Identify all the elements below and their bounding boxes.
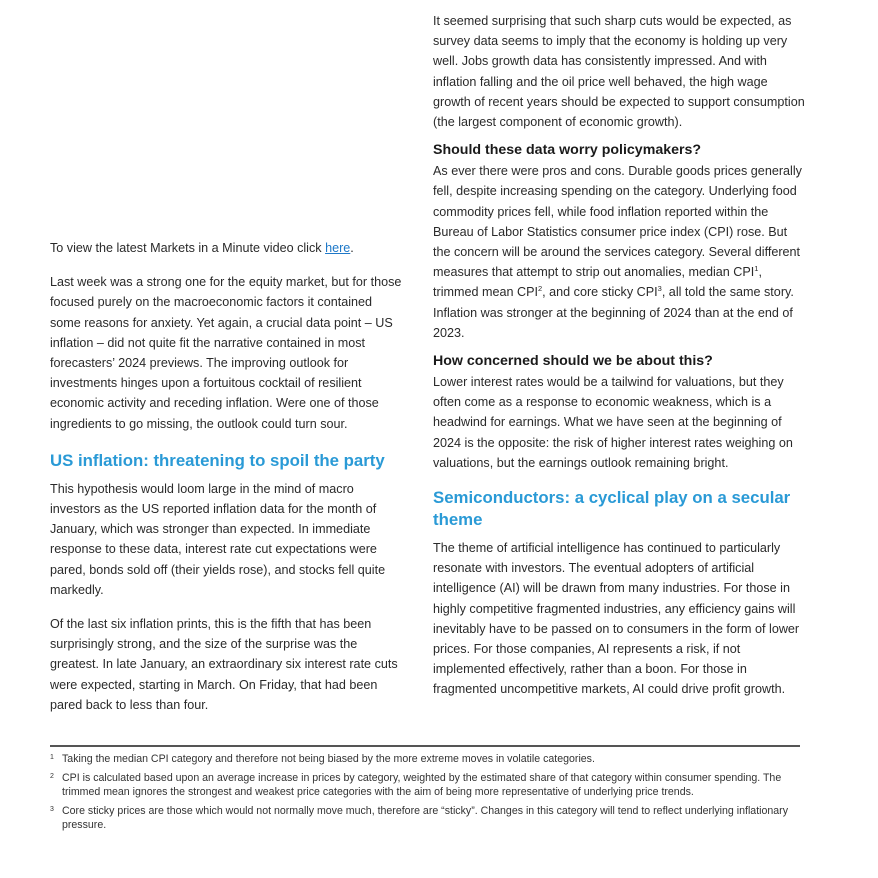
- footnote-number: 1: [50, 754, 54, 761]
- footnote-number: 2: [50, 772, 54, 780]
- pros-cons-text-c: , and core sticky CPI: [542, 285, 658, 300]
- footnote-ref-1: 1: [754, 264, 759, 274]
- footnote-3: [50, 804, 810, 833]
- intro-paragraph: Last week was a strong one for the equity market, but for those focused purely on the macroeconomic factors it contained some reasons for anxiety. Yet again, a crucial data point – US inflation – did not quite fit the narrative contained in most forecasters’ 2024 previews. The improving outlook for investments hinges upon a fortuitous cocktail of resilient economic activity and receding inflation. Were one of those ingredients to go missing, the outlook could turn sour.: [50, 275, 402, 431]
- sharp-cuts-paragraph: It seemed surprising that such sharp cuts would be expected, as survey data seems to imply that the economy is holding up very well. Jobs growth data has consistently impressed. And with inflation falling and the oil price well behaved, the high wage growth of recent years should be expected to support consumption (the largest component of economic growth).: [433, 14, 805, 130]
- section-title-us-inflation: US inflation: threatening to spoil the party: [50, 450, 385, 470]
- footnote-ref-2: 2: [537, 284, 543, 294]
- pros-cons-text-a: As ever there were pros and cons. Durable goods prices generally fell, despite increasing spending on the category. Underlying food commodity prices fell, while food inflation reported within the Bureau of Labor Statistics consumer price index (CPI) rose. But the concern will be around the services category. Several different measures that attempt to strip out anomalies, median CPI: [433, 164, 802, 280]
- left-column: [50, 238, 406, 729]
- footnote-text: CPI is calculated based upon an average increase in prices by category, weighted by the estimated share of that category within consumer spending. The trimmed mean ignores the strongest and weakest price categories with the aim of being more representative of underlying price trends.: [62, 771, 782, 799]
- footnote-divider: [50, 745, 800, 747]
- footnote-text: Core sticky prices are those which would not normally move much, therefore are “sticky”. Changes in this category will tend to reflect underlying inflationary pressure.: [62, 804, 788, 832]
- pros-cons-paragraph: [433, 161, 805, 343]
- footnote-1: [50, 752, 810, 767]
- heading-worry-policymakers: Should these data worry policymakers?: [433, 142, 702, 159]
- pros-cons-text-d: , all told the same story. Inflation was stronger at the beginning of 2024 than at the end of 2023.: [433, 285, 794, 340]
- us-inflation-paragraph-2: Of the last six inflation prints, this is the fifth that has been surprisingly strong, and the size of the surprise was the greatest. In late January, an extraordinary six interest rate cuts were expected, starting in March. On Friday, that had been pared back to less than four.: [50, 617, 398, 712]
- video-prefix: To view the latest Markets in a Minute video click: [50, 241, 326, 255]
- footnotes: [50, 752, 810, 837]
- footnote-2: [50, 771, 810, 800]
- footnote-ref-3: 3: [657, 284, 662, 294]
- us-inflation-paragraph-1: This hypothesis would loom large in the mind of macro investors as the US reported inflation data for the month of January, which was stronger than expected. In immediate response to these data, interest rate cut expectations were pared, bonds sold off (their yields rose), and stocks fell quite markedly.: [50, 481, 386, 597]
- video-suffix: .: [350, 241, 354, 255]
- pros-cons-text-b: , trimmed mean CPI: [433, 265, 762, 300]
- heading-how-concerned: How concerned should we be about this?: [433, 353, 713, 370]
- video-link[interactable]: here: [325, 241, 351, 255]
- footnote-number: 3: [50, 805, 54, 813]
- video-line: [50, 238, 406, 258]
- footnote-text: Taking the median CPI category and therefore not being biased by the more extreme moves in volatile categories.: [62, 753, 595, 765]
- concern-paragraph: Lower interest rates would be a tailwind for valuations, but they often come as a response to economic weakness, which is a headwind for earnings. What we have seen at the beginning of 2024 is the opposite: the risk of higher interest rates weighing on valuations, but the earnings outlook remaining bright.: [433, 375, 793, 470]
- section-title-semiconductors: Semiconductors: a cyclical play on a secular theme: [433, 488, 791, 530]
- semiconductors-paragraph: The theme of artificial intelligence has continued to particularly resonate with investors. The eventual adopters of artificial intelligence (AI) will be drawn from many industries. For those in highly competitive fragmented industries, any efficiency gains will inevitably have to be passed on to consumers in the form of lower prices. For those companies, AI represents a risk, if not implemented effectively, rather than a boon. For those in fragmented uncompetitive markets, AI could drive profit growth.: [433, 541, 800, 697]
- right-column: [433, 11, 805, 714]
